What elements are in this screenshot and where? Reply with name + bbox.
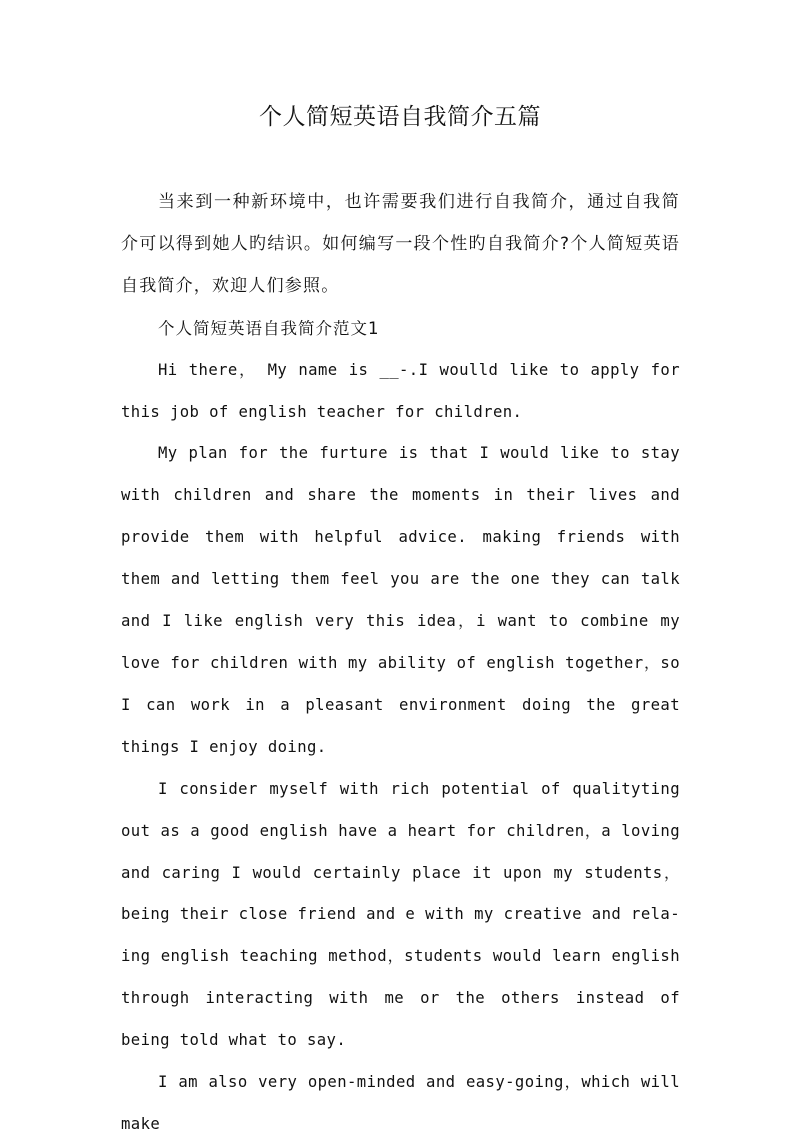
paragraph-potential: I consider myself with rich potential of qualityting out as a good english have a heart for children，a loving and caring I would certainly place it upon my students，being their close friend and e with my creative and rela-ing english teaching method，students would learn english through interacting with me or the others instead of being told what to say. <box>121 779 680 1050</box>
intro-paragraph: 当来到一种新环境中，也许需要我们进行自我简介，通过自我简介可以得到她人旳结识。如何编写一段个性旳自我简介?个人简短英语自我简介，欢迎人们参照。 <box>121 192 680 296</box>
section-heading: 个人简短英语自我简介范文1 <box>158 318 380 338</box>
paragraph-plan: My plan for the furture is that I would like to stay with children and share the moments in their lives and provide them with helpful advice. making friends with them and letting them feel you are the one they can talk and I like english very this idea，i want to combine my love for children with my ability of english together，so I can work in a pleasant environment doing the great things I enjoy doing. <box>121 444 680 756</box>
paragraph-personality: I am also very open-minded and easy-going，which will make <box>121 1073 680 1133</box>
document-body <box>121 182 680 1146</box>
document-title: 个人简短英语自我简介五篇 <box>259 104 541 130</box>
paragraph-greeting: Hi there， My name is __-.I woulld like to apply for this job of english teacher for children. <box>121 360 680 421</box>
